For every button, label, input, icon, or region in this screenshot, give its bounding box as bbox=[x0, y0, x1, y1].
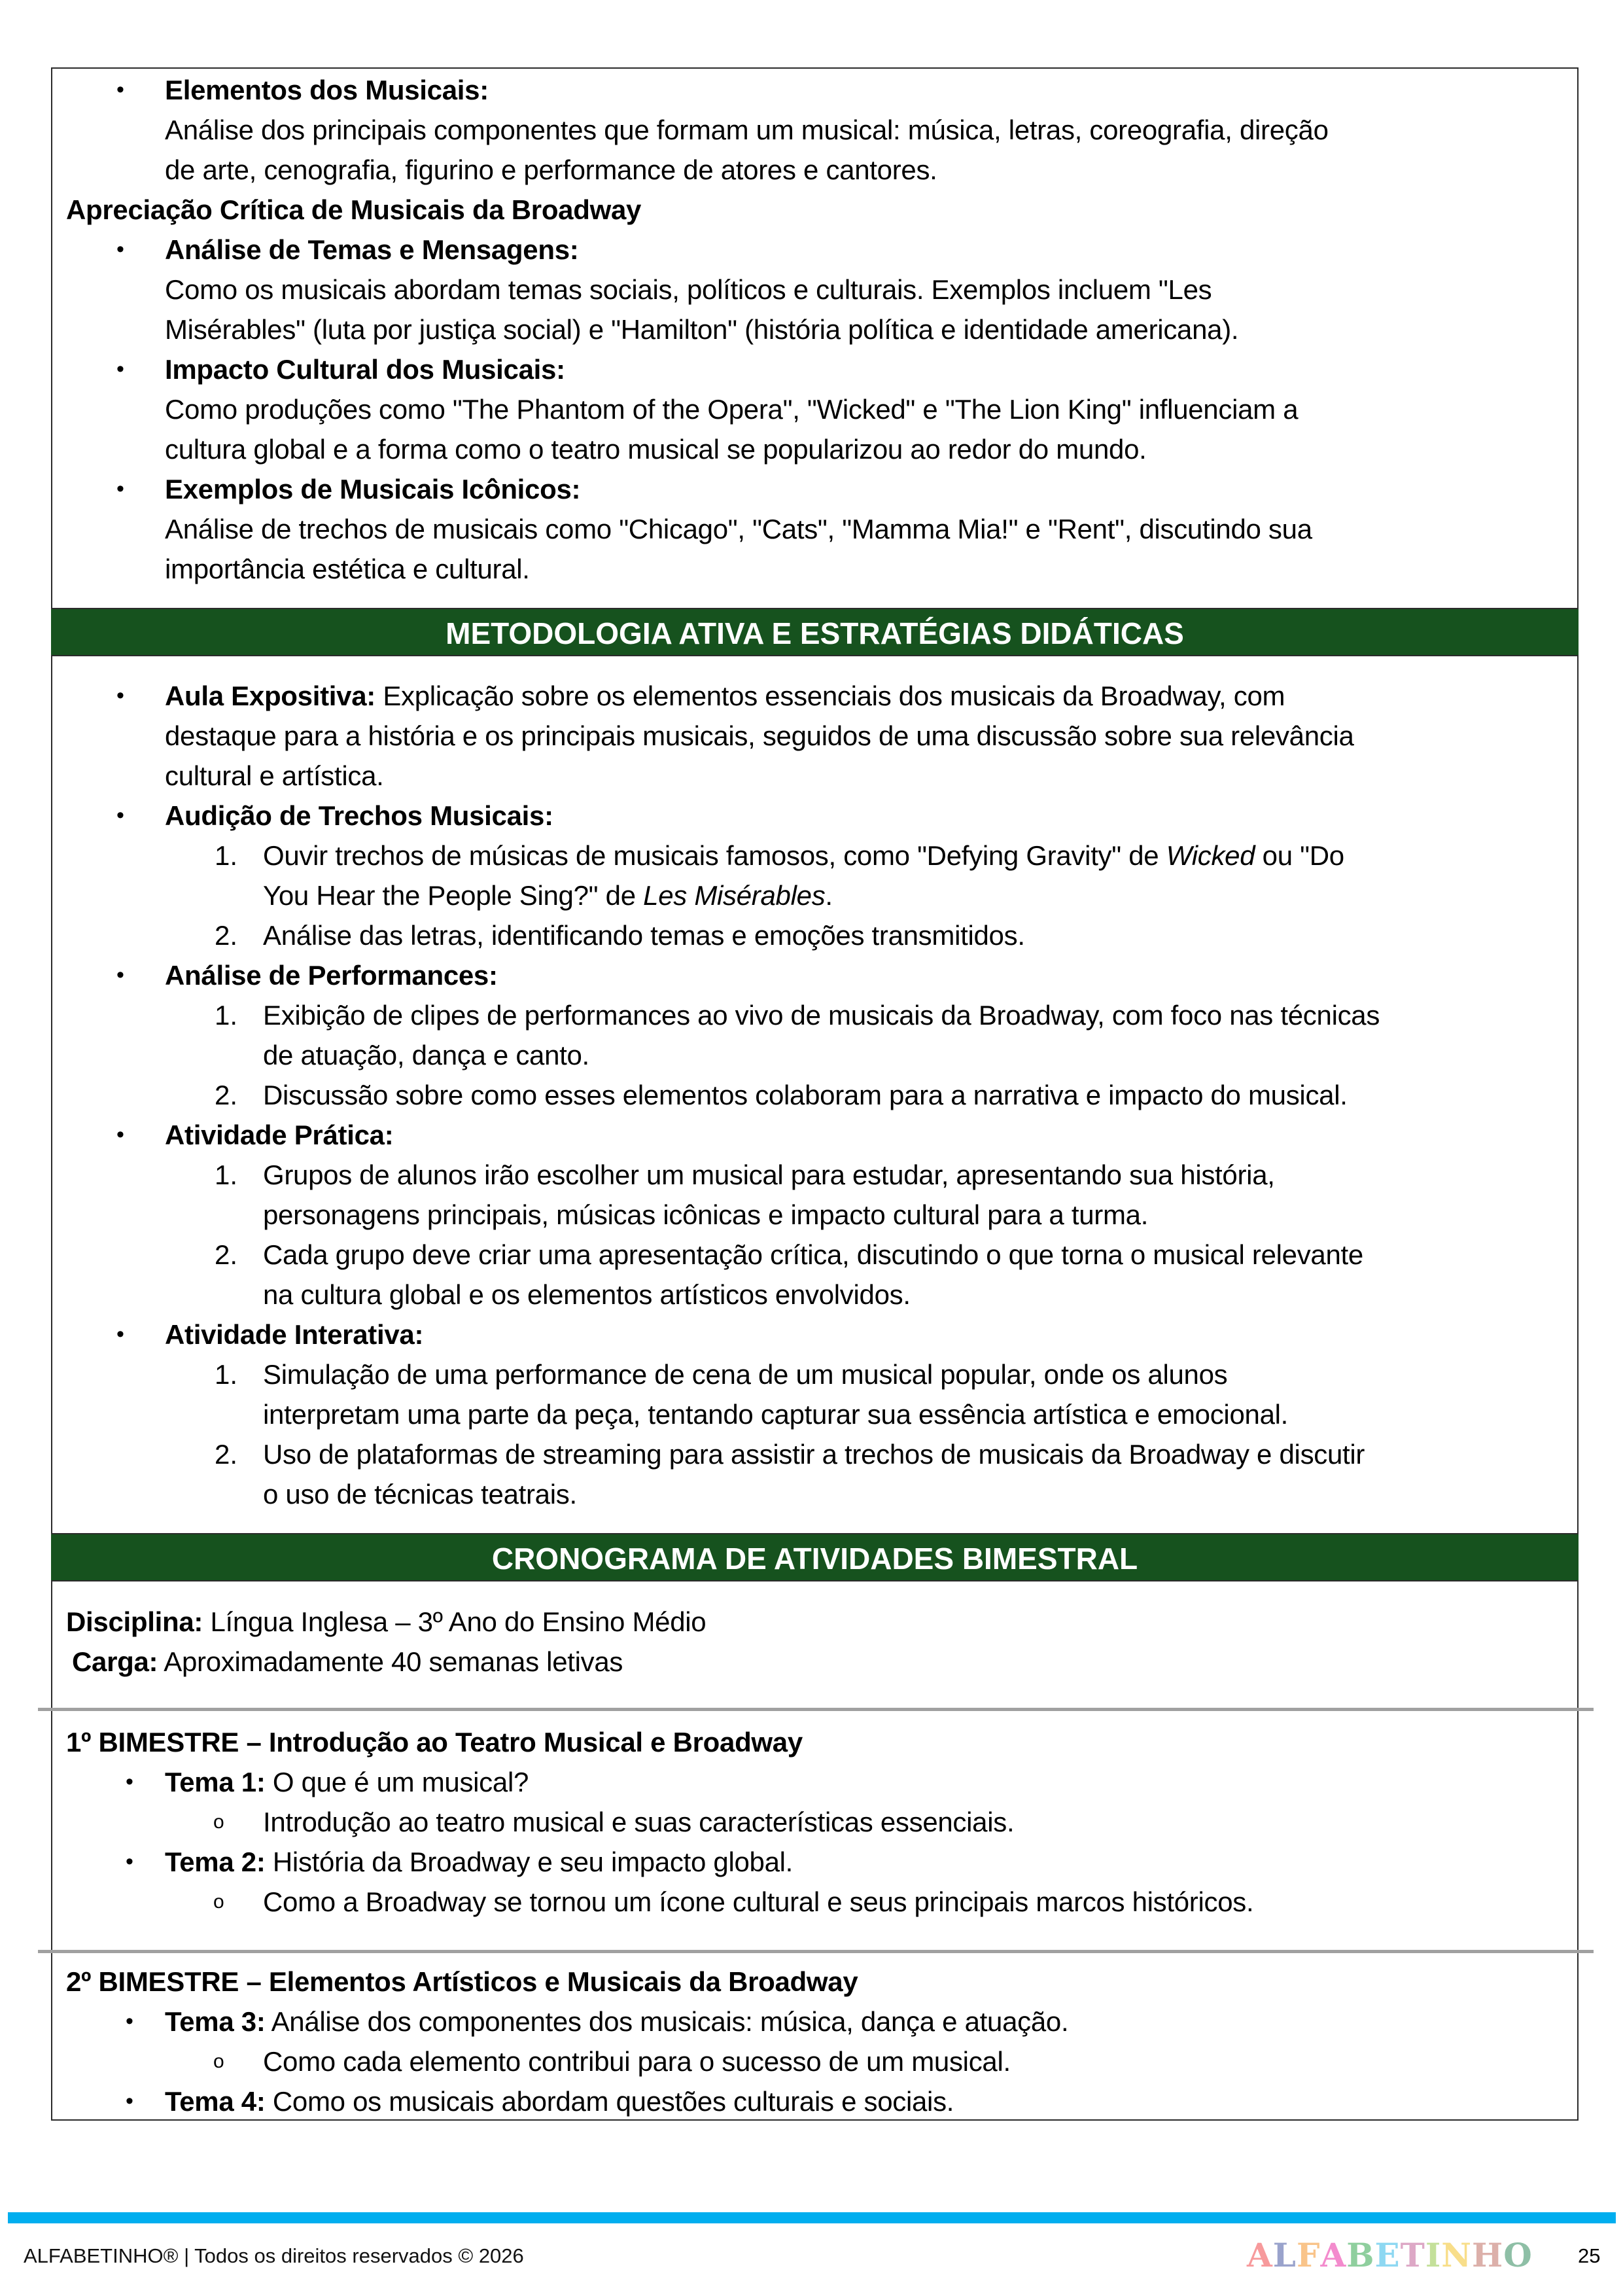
item-text: Exibição de clipes de performances ao vivo de musicais da Broadway, com foco nas técnicas bbox=[263, 1000, 1380, 1031]
item-text: na cultura global e os elementos artísticos envolvidos. bbox=[263, 1279, 911, 1310]
section-header-methodology: METODOLOGIA ATIVA E ESTRATÉGIAS DIDÁTICAS bbox=[51, 608, 1579, 656]
sub-item-text: Introdução ao teatro musical e suas características essenciais. bbox=[263, 1807, 1015, 1837]
item-text: Misérables" (luta por justiça social) e "Hamilton" (história política e identidade americana). bbox=[165, 314, 1239, 345]
item-text: Uso de plataformas de streaming para assistir a trechos de musicais da Broadway e discutir bbox=[263, 1439, 1365, 1470]
item-text: Simulação de uma performance de cena de um musical popular, onde os alunos bbox=[263, 1359, 1228, 1390]
bullet: • bbox=[116, 476, 124, 501]
bullet: • bbox=[126, 2009, 133, 2034]
item-text: o uso de técnicas teatrais. bbox=[263, 1479, 577, 1510]
tema-text: História da Broadway e seu impacto global. bbox=[265, 1846, 794, 1877]
list-number: 1. bbox=[215, 1359, 238, 1390]
item-text: interpretam uma parte da peça, tentando capturar sua essência artística e emocional. bbox=[263, 1399, 1289, 1430]
item-title: Impacto Cultural dos Musicais: bbox=[165, 354, 565, 385]
item-text: ou "Do bbox=[1255, 840, 1344, 871]
list-item bbox=[263, 836, 1344, 875]
item-text: Como os musicais abordam temas sociais, políticos e culturais. Exemplos incluem "Les bbox=[165, 274, 1212, 305]
logo-letter: O bbox=[1503, 2236, 1533, 2274]
tema-label: Tema 2: bbox=[165, 1846, 266, 1877]
item-text-italic: Les Misérables bbox=[643, 880, 826, 911]
tema-item bbox=[165, 1842, 793, 1882]
bullet: • bbox=[116, 683, 124, 708]
bullet: • bbox=[116, 237, 124, 262]
item-text: Análise das letras, identificando temas e emoções transmitidos. bbox=[263, 920, 1025, 951]
bullet: • bbox=[126, 2089, 133, 2113]
bullet: • bbox=[116, 1122, 124, 1147]
tema-text: Análise dos componentes dos musicais: música, dança e atuação. bbox=[265, 2006, 1069, 2037]
tema-item bbox=[165, 2002, 1068, 2041]
item-text: Ouvir trechos de músicas de musicais famosos, como "Defying Gravity" de bbox=[263, 840, 1166, 871]
item-title: Atividade Interativa: bbox=[165, 1319, 424, 1350]
list-item bbox=[165, 676, 1285, 716]
item-title: Elementos dos Musicais: bbox=[165, 75, 489, 105]
tema-text: O que é um musical? bbox=[265, 1767, 529, 1797]
logo-letter: H bbox=[1471, 2236, 1504, 2274]
item-title: Análise de Performances: bbox=[165, 960, 498, 991]
list-number: 2. bbox=[215, 1080, 238, 1110]
item-text: Grupos de alunos irão escolher um musical para estudar, apresentando sua história, bbox=[263, 1159, 1275, 1190]
tema-text: Como os musicais abordam questões culturais e sociais. bbox=[265, 2086, 954, 2117]
item-text: destaque para a história e os principais musicais, seguidos de uma discussão sobre sua relevância bbox=[165, 720, 1354, 751]
list-number: 1. bbox=[215, 840, 238, 871]
item-text: de arte, cenografia, figurino e performance de atores e cantores. bbox=[165, 154, 937, 185]
item-text: Análise de trechos de musicais como "Chicago", "Cats", "Mamma Mia!" e "Rent", discutindo sua bbox=[165, 514, 1312, 544]
carga-line bbox=[72, 1642, 623, 1682]
section-header-schedule: CRONOGRAMA DE ATIVIDADES BIMESTRAL bbox=[51, 1533, 1579, 1581]
item-text: Como produções como "The Phantom of the Opera", "Wicked" e "The Lion King" influenciam a bbox=[165, 394, 1299, 425]
disciplina-line bbox=[66, 1602, 706, 1642]
item-text: cultural e artística. bbox=[165, 760, 384, 791]
item-title: Análise de Temas e Mensagens: bbox=[165, 234, 579, 265]
tema-item bbox=[165, 2081, 954, 2121]
logo-letter: I bbox=[1425, 2236, 1442, 2274]
logo-letter: F bbox=[1296, 2236, 1321, 2274]
logo-letter: A bbox=[1320, 2236, 1347, 2274]
logo-letter: B bbox=[1346, 2236, 1375, 2274]
footer-accent-bar bbox=[8, 2212, 1616, 2223]
bimester-title: 1º BIMESTRE – Introdução ao Teatro Musical e Broadway bbox=[66, 1727, 803, 1757]
section-heading: Apreciação Crítica de Musicais da Broadway bbox=[66, 194, 642, 225]
item-text: Análise dos principais componentes que formam um musical: música, letras, coreografia, direção bbox=[165, 115, 1329, 145]
item-text: importância estética e cultural. bbox=[165, 554, 530, 584]
bullet: • bbox=[116, 803, 124, 828]
list-number: 1. bbox=[215, 1000, 238, 1031]
disciplina-value: Língua Inglesa – 3º Ano do Ensino Médio bbox=[203, 1606, 707, 1637]
bullet: • bbox=[126, 1849, 133, 1874]
tema-label: Tema 4: bbox=[165, 2086, 266, 2117]
logo-letter: L bbox=[1272, 2236, 1297, 2274]
bullet: • bbox=[116, 357, 124, 381]
bullet: • bbox=[116, 77, 124, 102]
item-text: Cada grupo deve criar uma apresentação crítica, discutindo o que torna o musical relevante bbox=[263, 1239, 1363, 1270]
list-number: 2. bbox=[215, 1439, 238, 1470]
list-item bbox=[263, 875, 833, 915]
sub-item-text: Como cada elemento contribui para o sucesso de um musical. bbox=[263, 2046, 1011, 2077]
item-text: Discussão sobre como esses elementos colaboram para a narrativa e impacto do musical. bbox=[263, 1080, 1348, 1110]
tema-item bbox=[165, 1762, 529, 1802]
item-text: personagens principais, músicas icônicas e impacto cultural para a turma. bbox=[263, 1199, 1149, 1230]
item-text: cultura global e a forma como o teatro musical se popularizou ao redor do mundo. bbox=[165, 434, 1147, 465]
logo-letter: A bbox=[1247, 2236, 1273, 2274]
bullet: • bbox=[116, 963, 124, 987]
bimester-title: 2º BIMESTRE – Elementos Artísticos e Musicais da Broadway bbox=[66, 1966, 858, 1997]
sub-bullet: o bbox=[213, 1811, 224, 1833]
list-number: 2. bbox=[215, 920, 238, 951]
tema-label: Tema 1: bbox=[165, 1767, 266, 1797]
list-number: 1. bbox=[215, 1159, 238, 1190]
bullet: • bbox=[126, 1769, 133, 1794]
alfabetinho-logo bbox=[1247, 2236, 1533, 2274]
bullet: • bbox=[116, 1322, 124, 1347]
footer-copyright: ALFABETINHO® | Todos os direitos reservados © 2026 bbox=[24, 2244, 524, 2267]
sub-bullet: o bbox=[213, 2051, 224, 2072]
item-title: Atividade Prática: bbox=[165, 1120, 394, 1150]
sub-item-text: Como a Broadway se tornou um ícone cultural e seus principais marcos históricos. bbox=[263, 1886, 1254, 1917]
item-text: . bbox=[825, 880, 833, 911]
item-title: Exemplos de Musicais Icônicos: bbox=[165, 474, 581, 504]
divider bbox=[38, 1708, 1594, 1711]
disciplina-label: Disciplina: bbox=[66, 1606, 203, 1637]
item-text: Explicação sobre os elementos essenciais dos musicais da Broadway, com bbox=[375, 680, 1285, 711]
item-title: Aula Expositiva: bbox=[165, 680, 375, 711]
tema-label: Tema 3: bbox=[165, 2006, 266, 2037]
item-text: You Hear the People Sing?" de bbox=[263, 880, 644, 911]
divider bbox=[38, 1950, 1594, 1953]
item-text-italic: Wicked bbox=[1166, 840, 1255, 871]
logo-letter: T bbox=[1400, 2236, 1425, 2274]
list-number: 2. bbox=[215, 1239, 238, 1270]
page-number: 25 bbox=[1578, 2244, 1601, 2267]
item-title: Audição de Trechos Musicais: bbox=[165, 800, 553, 831]
logo-letter: N bbox=[1441, 2236, 1472, 2274]
item-text: de atuação, dança e canto. bbox=[263, 1040, 589, 1070]
carga-value: Aproximadamente 40 semanas letivas bbox=[158, 1646, 623, 1677]
carga-label: Carga: bbox=[72, 1646, 158, 1677]
logo-letter: E bbox=[1374, 2236, 1401, 2274]
sub-bullet: o bbox=[213, 1891, 224, 1913]
